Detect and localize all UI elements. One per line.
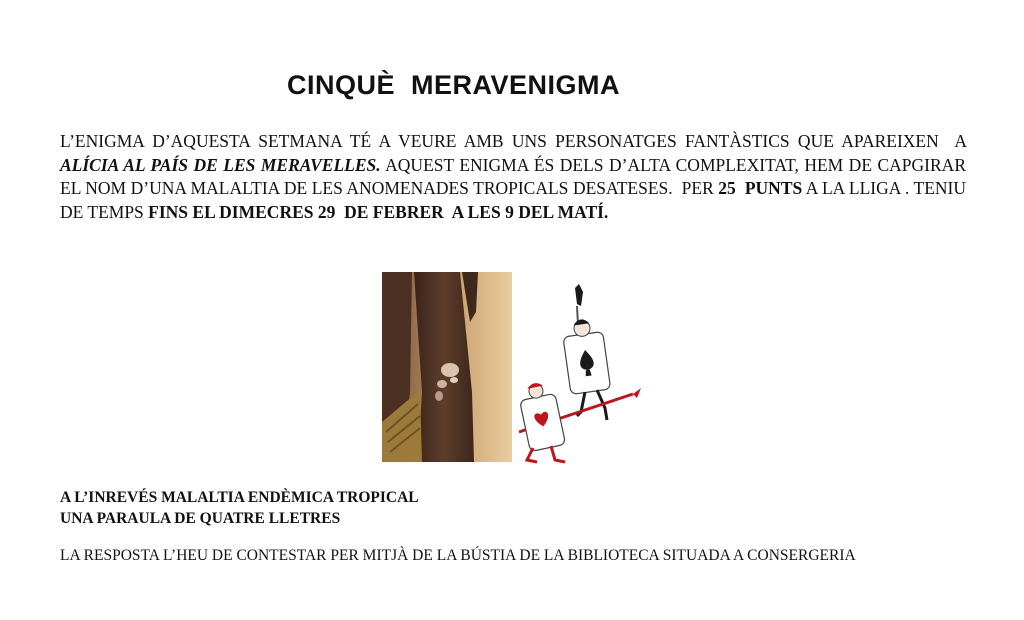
book-title: ALÍCIA AL PAÍS DE LES MERAVELLES. bbox=[60, 154, 381, 175]
skin-lesion-photo bbox=[382, 272, 512, 462]
playing-card-soldiers-illustration bbox=[515, 284, 642, 464]
page-title: CINQUÈ MERAVENIGMA bbox=[287, 70, 621, 100]
clue-line-1: A L’INREVÉS MALALTIA ENDÈMICA TROPICAL bbox=[60, 489, 419, 506]
intro-text-3: A LA LLIGA . TENIU DE TEMPS bbox=[60, 178, 971, 222]
intro-paragraph bbox=[60, 130, 971, 224]
deadline-text: FINS EL DIMECRES 29 DE FEBRER A LES 9 DEL MATÍ. bbox=[148, 201, 609, 222]
illustrations bbox=[382, 272, 642, 464]
points-value: 25 PUNTS bbox=[718, 178, 803, 198]
intro-text-2: AQUEST ENIGMA ÉS DELS D’ALTA COMPLEXITAT, HEM DE CAPGIRAR EL NOM D’UNA MALALTIA DE LES ANOMENADES TROPICALS DESATESES. PER bbox=[60, 154, 971, 198]
clue-block bbox=[60, 487, 419, 529]
intro-text-1: L’ENIGMA D’AQUESTA SETMANA TÉ A VEURE AMB UNS PERSONATGES FANTÀSTICS QUE APAREIXEN A bbox=[60, 131, 971, 151]
clue-line-2: UNA PARAULA DE QUATRE LLETRES bbox=[60, 510, 341, 527]
answer-instructions: LA RESPOSTA L’HEU DE CONTESTAR PER MITJÀ DE LA BÚSTIA DE LA BIBLIOTECA SITUADA A CONSERGERIA bbox=[60, 547, 856, 564]
